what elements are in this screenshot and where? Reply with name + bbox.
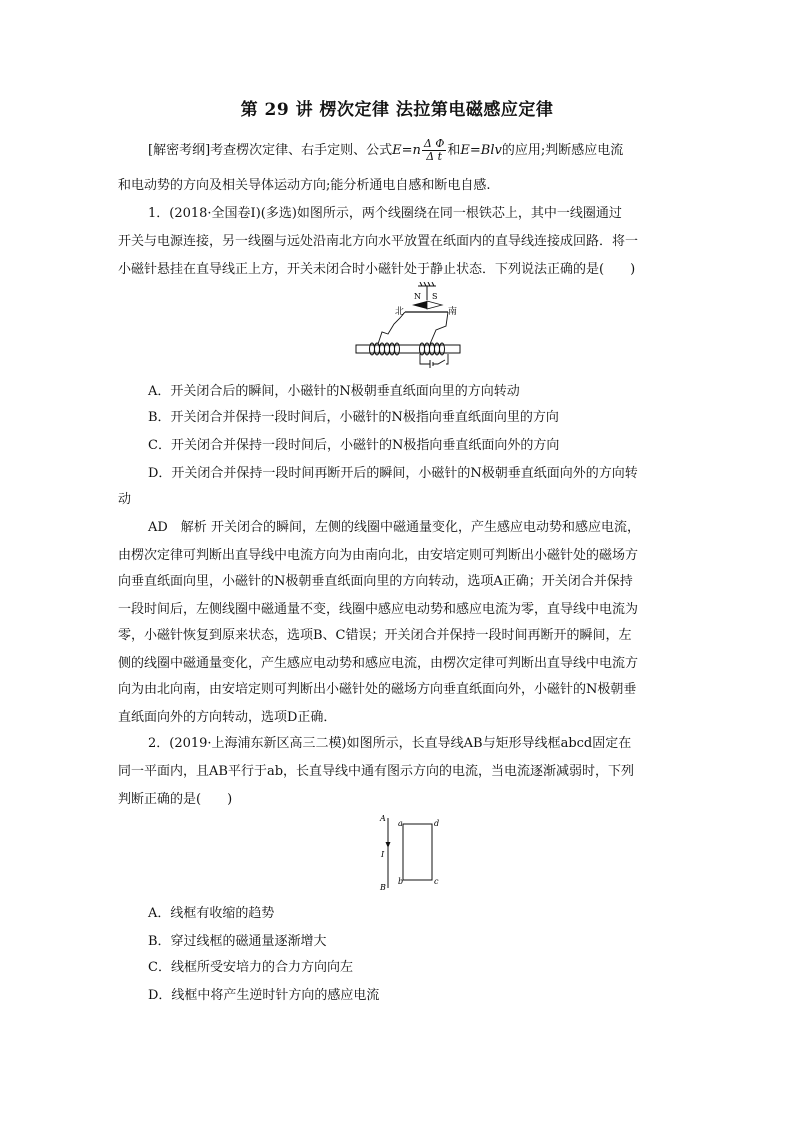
q1-option-d-cont: 动: [118, 492, 132, 507]
frame-corner-d: d: [434, 819, 440, 828]
needle-n-label: N: [414, 292, 421, 301]
q2-stem-line-3: 判断正确的是( ): [118, 792, 233, 807]
intro-suffix: 的应用;判断感应电流: [501, 143, 624, 158]
wire-end-b: B: [380, 883, 386, 892]
q2-stem-line-2: 同一平面内，且AB平行于ab，长直导线中通有图示方向的电流，当电流逐渐减弱时，下列: [118, 764, 635, 779]
frame-corner-c: c: [434, 877, 439, 886]
current-label-i: I: [381, 850, 385, 859]
q1-analysis-line-7: 向为由北向南，由安培定则可判断出小磁针处的磁场方向垂直纸面向外，小磁针的N极朝垂: [118, 682, 637, 697]
q2-option-d: D．线框中将产生逆时针方向的感应电流: [148, 988, 380, 1003]
q1-analysis-line-3: 向垂直纸面向里，小磁针的N极朝垂直纸面向里的方向转动，选项A正确；开关闭合并保持: [118, 574, 633, 589]
q1-analysis-line-8: 直纸面向外的方向转动，选项D正确．: [118, 710, 337, 725]
formula-e-n: E=n: [392, 143, 421, 158]
intro-line-2: 和电动势的方向及相关导体运动方向;能分析通电自感和断电自感.: [118, 178, 491, 193]
q1-analysis-line-1: AD 解析 开关闭合的瞬间，左侧的线圈中磁通量变化，产生感应电动势和感应电流，: [148, 520, 640, 535]
needle-s-label: S: [432, 292, 438, 301]
q1-analysis-line-5: 零，小磁针恢复到原来状态，选项B、C错误；开关闭合并保持一段时间再断开的瞬间，左: [118, 628, 632, 643]
q1-analysis-line-4: 一段时间后，左侧线圈中磁通量不变，线圈中感应电动势和感应电流为零，直导线中电流为: [118, 602, 639, 617]
q1-stem-line-3: 小磁针悬挂在直导线正上方，开关未闭合时小磁针处于静止状态．下列说法正确的是( ): [118, 262, 636, 277]
q1-option-d: D．开关闭合并保持一段时间再断开后的瞬间，小磁针的N极朝垂直纸面向外的方向转: [148, 466, 638, 481]
q2-option-c: C．线框所受安培力的合力方向向左: [148, 960, 353, 975]
q1-analysis-line-2: 由楞次定律可判断出直导线中电流方向为由南向北，由安培定则可判断出小磁针处的磁场方: [118, 548, 639, 563]
intro-prefix: [解密考纲]考查楞次定律、右手定则、公式: [148, 143, 393, 158]
q1-stem-line-1: 1．(2018·全国卷Ⅰ)(多选)如图所示，两个线圈绕在同一根铁芯上，其中一线圈通过: [148, 206, 622, 221]
q2-option-b: B．穿过线框的磁通量逐渐增大: [148, 934, 327, 949]
formula-numerator: Δ Φ: [423, 137, 445, 150]
north-label: 北: [395, 307, 405, 317]
q1-option-c: C．开关闭合并保持一段时间后，小磁针的N极指向垂直纸面向外的方向: [148, 438, 560, 453]
q1-option-a: A．开关闭合后的瞬间，小磁针的N极朝垂直纸面向里的方向转动: [148, 384, 520, 399]
frame-corner-b: b: [398, 877, 404, 886]
page-title: 第 29 讲 楞次定律 法拉第电磁感应定律: [240, 100, 554, 120]
q1-coil-compass-figure: [350, 282, 470, 372]
q2-option-a: A．线框有收缩的趋势: [148, 906, 275, 921]
q2-stem-line-1: 2．(2019·上海浦东新区高三二模)如图所示，长直导线AB与矩形导线框abcd固定在: [148, 736, 632, 751]
q1-stem-line-2: 开关与电源连接，另一线圈与远处沿南北方向水平放置在纸面内的直导线连接成回路．将一: [118, 234, 639, 249]
south-label: 南: [448, 307, 458, 317]
formula-blv: E=Blv: [460, 143, 502, 158]
intro-and: 和: [447, 143, 461, 158]
formula-denominator: Δ t: [426, 150, 443, 163]
intro-line-1: [148, 138, 623, 163]
q1-analysis-line-6: 侧的线圈中磁通量变化，产生感应电动势和感应电流，由楞次定律可判断出直导线中电流方: [118, 656, 639, 671]
frame-corner-a: a: [398, 819, 403, 828]
q1-option-b: B．开关闭合并保持一段时间后，小磁针的N极指向垂直纸面向里的方向: [148, 410, 559, 425]
formula-fraction: [422, 138, 446, 163]
wire-end-a: A: [380, 814, 386, 823]
q2-wire-frame-figure: [370, 812, 450, 894]
